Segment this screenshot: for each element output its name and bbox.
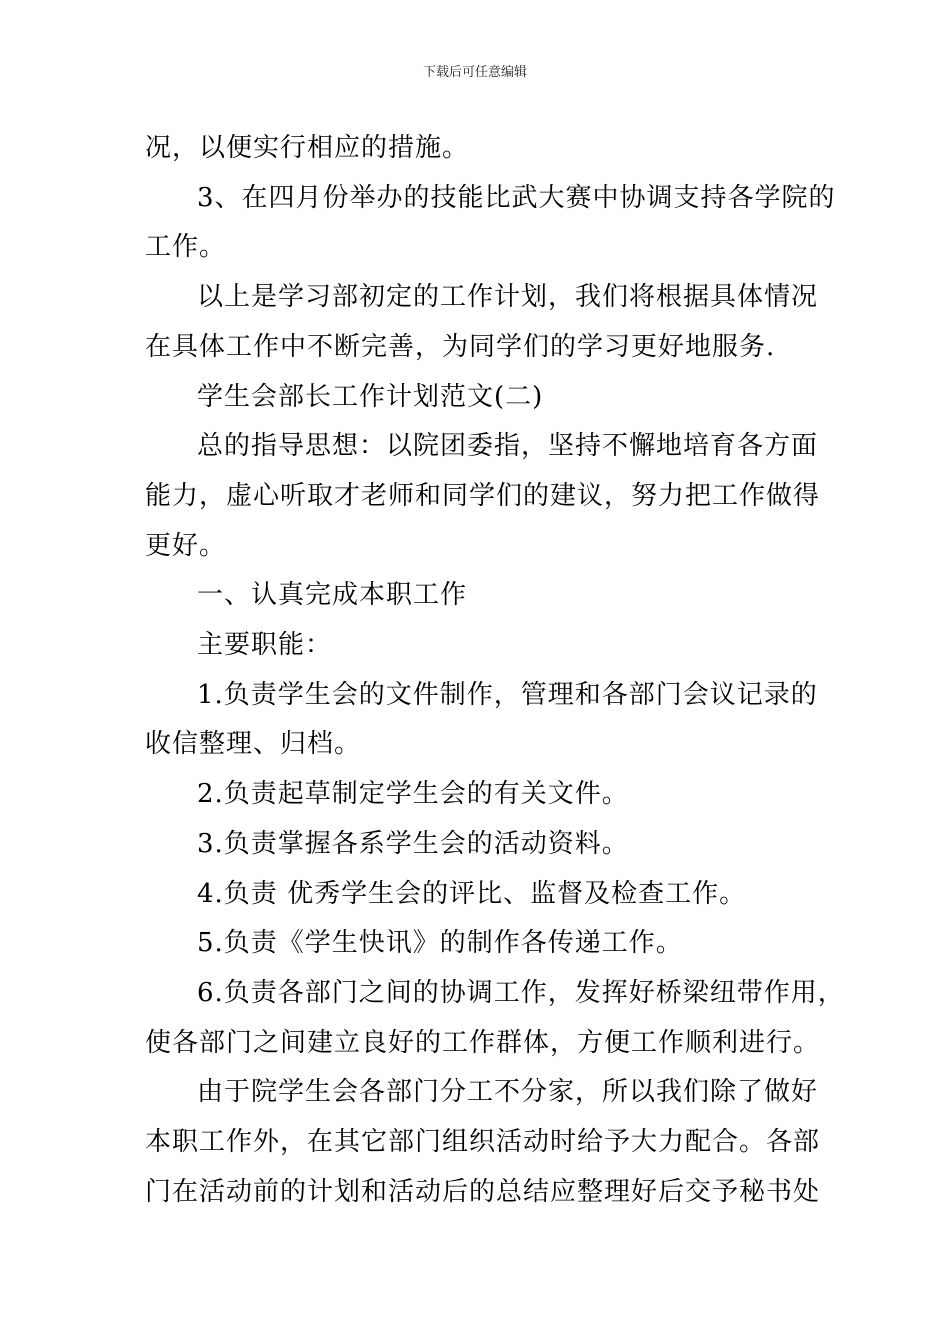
text-line: 总的指导思想：以院团委指，坚持不懈地培育各方面	[197, 431, 819, 462]
subsection-heading: 一、认真完成本职工作	[197, 580, 468, 611]
text-line: 在具体工作中不断完善，为同学们的学习更好地服务.	[145, 331, 776, 362]
document-body	[145, 124, 845, 1217]
list-item: 6.负责各部门之间的协调工作，发挥好桥梁纽带作用，	[197, 977, 845, 1008]
text-line: 况，以便实行相应的措施。	[145, 133, 470, 163]
text-line: 本职工作外，在其它部门组织活动时给予大力配合。各部	[145, 1127, 821, 1158]
page-header-note: 下载后可任意编辑	[422, 65, 527, 80]
text-line: 使各部门之间建立良好的工作群体，方便工作顺利进行。	[145, 1027, 821, 1058]
list-item: 5.负责《学生快讯》的制作各传递工作。	[197, 928, 683, 959]
text-line: 工作。	[145, 232, 227, 263]
list-item: 3.负责掌握各系学生会的活动资料。	[197, 828, 629, 859]
text-line: 更好。	[145, 530, 227, 561]
text-line: 由于院学生会各部门分工不分家，所以我们除了做好	[197, 1077, 819, 1108]
list-item: 1.负责学生会的文件制作，管理和各部门会议记录的	[197, 679, 818, 710]
text-line: 收信整理、归档。	[145, 729, 362, 760]
text-line: 以上是学习部初定的工作计划，我们将根据具体情况	[197, 282, 819, 313]
list-item: 4.负责 优秀学生会的评比、监督及检查工作。	[197, 878, 747, 909]
text-line: 主要职能：	[197, 630, 333, 661]
text-line: 3、在四月份举办的技能比武大赛中协调支持各学院的	[197, 182, 836, 213]
text-line: 能力，虚心听取才老师和同学们的建议，努力把工作做得	[145, 480, 821, 511]
section-heading: 学生会部长工作计划范文(二)	[197, 381, 544, 412]
text-line: 门在活动前的计划和活动后的总结应整理好后交予秘书处	[145, 1176, 821, 1207]
list-item: 2.负责起草制定学生会的有关文件。	[197, 779, 629, 810]
